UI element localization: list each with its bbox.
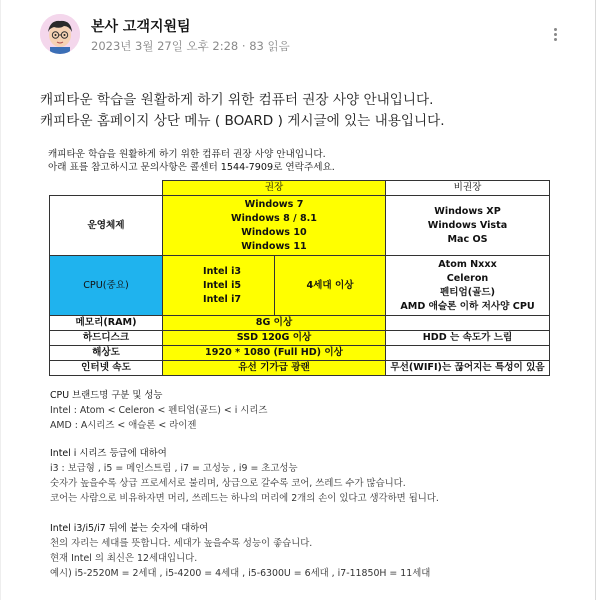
- view-count: 83 읽음: [249, 39, 290, 53]
- section-line: 예시) i5-2520M = 2세대 , i5-4200 = 4세대 , i5-6300U = 6세대 , i7-11850H = 11세대: [50, 568, 431, 579]
- intel-grade-section: [50, 446, 439, 506]
- os-label: 운영체제: [50, 196, 163, 256]
- os-recommended-item: Windows 8 / 8.1: [231, 212, 317, 224]
- cpu-not-recommended-cell: [386, 256, 550, 316]
- disk-not-recommended: HDD 는 속도가 느림: [386, 331, 550, 346]
- document-intro: [48, 148, 553, 174]
- cpu-model: Intel i3: [203, 265, 242, 277]
- post-body-line: 캐피타운 학습을 원활하게 하기 위한 컴퓨터 권장 사양 안내입니다.: [40, 92, 434, 108]
- more-options-button[interactable]: [549, 26, 561, 46]
- internet-not-recommended: 무선(WIFI)는 끊어지는 특성이 있음: [386, 361, 550, 376]
- cpu-not-recommended-item: Atom Nxxx: [438, 258, 497, 270]
- cpu-label: CPU(중요): [50, 256, 163, 316]
- document-intro-line: 캐피타운 학습을 원활하게 하기 위한 컴퓨터 권장 사양 안내입니다.: [48, 149, 326, 160]
- author-avatar[interactable]: [40, 14, 80, 54]
- meta-separator: ·: [241, 39, 250, 53]
- section-line: 코어는 사람으로 비유하자면 머리, 쓰레드는 하나의 머리에 2개의 손이 있다고 생각하면 됩니다.: [50, 493, 439, 504]
- document-intro-line: 아래 표를 참고하시고 문의사항은 콜센터 1544-7909로 연락주세요.: [48, 162, 335, 173]
- section-heading: Intel i 시리즈 등급에 대하여: [50, 448, 167, 459]
- cpu-generation: 4세대 이상: [275, 256, 386, 316]
- vertical-ellipsis-icon: [554, 33, 557, 36]
- internet-value: 유선 기가급 광랜: [163, 361, 386, 376]
- cpu-model: Intel i7: [203, 293, 242, 305]
- header-recommended: 권장: [163, 181, 386, 196]
- post-body: [40, 90, 445, 132]
- section-line: i3 : 보급형 , i5 = 메인스트림 , i7 = 고성능 , i9 = 초고성능: [50, 463, 298, 474]
- cpu-model: Intel i5: [203, 279, 242, 291]
- vertical-ellipsis-icon: [554, 38, 557, 41]
- os-not-recommended-item: Windows Vista: [427, 219, 508, 231]
- internet-label: 인터넷 속도: [50, 361, 163, 376]
- os-recommended-item: Windows 7: [244, 198, 304, 210]
- os-not-recommended-item: Mac OS: [447, 233, 488, 245]
- vertical-ellipsis-icon: [554, 28, 557, 31]
- resolution-value: 1920 * 1080 (Full HD) 이상: [163, 346, 386, 361]
- author-name[interactable]: 본사 고객지원팀: [91, 19, 191, 35]
- cpu-brand-section: [50, 388, 267, 433]
- section-line: 천의 자리는 세대를 뜻합니다. 세대가 높을수록 성능이 좋습니다.: [50, 538, 313, 549]
- memory-label: 메모리(RAM): [50, 316, 163, 331]
- spec-table: [49, 180, 550, 376]
- header-not-recommended: 비권장: [386, 181, 550, 196]
- os-recommended-cell: [163, 196, 386, 256]
- os-recommended-item: Windows 11: [241, 240, 307, 252]
- resolution-not-recommended: [386, 346, 550, 361]
- os-recommended-item: Windows 10: [241, 226, 307, 238]
- section-line: AMD : A시리즈 < 애슬론 < 라이젠: [50, 420, 197, 431]
- cpu-not-recommended-item: Celeron: [446, 272, 489, 284]
- disk-label: 하드디스크: [50, 331, 163, 346]
- disk-value: SSD 120G 이상: [163, 331, 386, 346]
- os-not-recommended-cell: [386, 196, 550, 256]
- section-line: 현재 Intel 의 최신은 12세대입니다.: [50, 553, 198, 564]
- resolution-label: 해상도: [50, 346, 163, 361]
- table-corner-cell: [50, 181, 163, 196]
- cpu-models-cell: [163, 256, 275, 316]
- section-line: Intel : Atom < Celeron < 펜티엄(골드) < i 시리즈: [50, 405, 268, 416]
- post-meta: [91, 38, 290, 54]
- section-heading: CPU 브랜드명 구분 및 성능: [50, 390, 163, 401]
- section-heading: Intel i3/i5/i7 뒤에 붙는 숫자에 대하여: [50, 523, 209, 534]
- attached-document: [48, 148, 553, 373]
- post-body-line: 캐피타운 홈페이지 상단 메뉴 ( BOARD ) 게시글에 있는 내용입니다.: [40, 113, 445, 129]
- post-date: 2023년 3월 27일 오후 2:28: [91, 39, 239, 53]
- cpu-not-recommended-item: 펜티엄(골드): [439, 286, 496, 298]
- cpu-not-recommended-item: AMD 애슬론 이하 저사양 CPU: [400, 300, 535, 312]
- os-not-recommended-item: Windows XP: [434, 205, 501, 217]
- intel-number-section: [50, 521, 430, 581]
- memory-not-recommended: [386, 316, 550, 331]
- memory-value: 8G 이상: [163, 316, 386, 331]
- section-line: 숫자가 높을수록 상급 프로세서로 불리며, 상급으로 갈수록 코어, 쓰레드 수가 많습니다.: [50, 478, 406, 489]
- cartoon-boy-avatar-icon: [40, 14, 80, 54]
